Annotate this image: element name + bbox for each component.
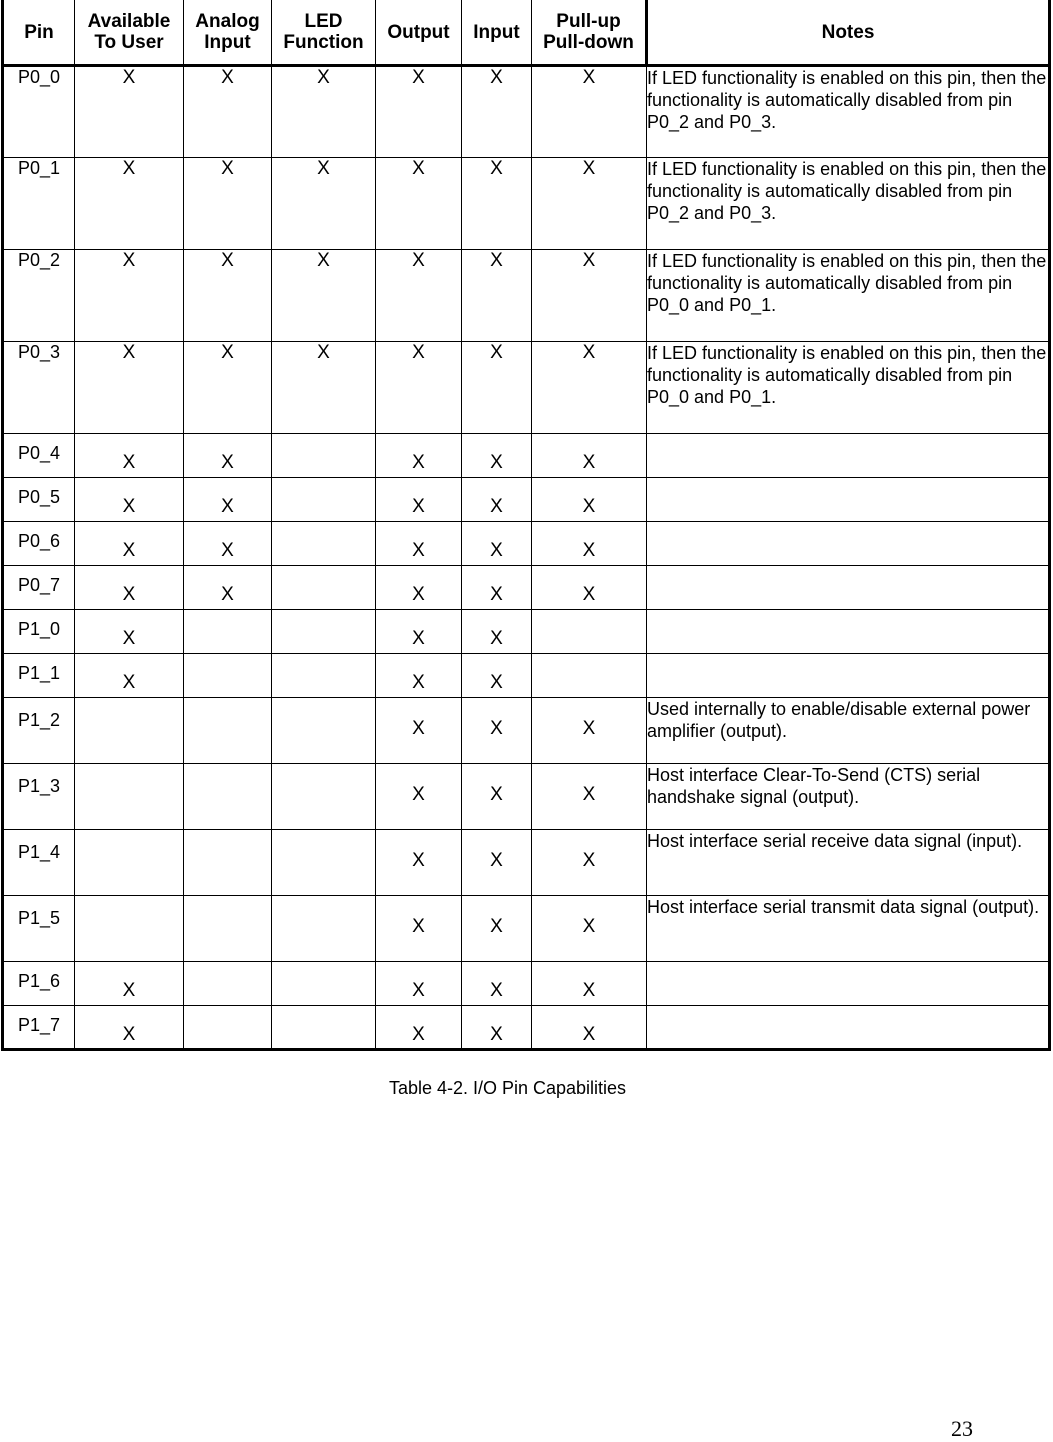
available-cell: X <box>75 522 184 566</box>
led-cell <box>272 654 376 698</box>
header-notes: Notes <box>647 0 1050 66</box>
pin-cell: P0_4 <box>3 434 75 478</box>
pin-cell: P1_5 <box>3 896 75 962</box>
output-cell: X <box>376 654 462 698</box>
analog-cell <box>184 610 272 654</box>
available-cell <box>75 764 184 830</box>
input-cell: X <box>462 1006 532 1050</box>
table-row <box>3 896 1050 962</box>
table-row <box>3 1006 1050 1050</box>
pin-cell: P0_2 <box>3 250 75 342</box>
pull-cell: X <box>532 434 647 478</box>
analog-cell: X <box>184 158 272 250</box>
table-row <box>3 250 1050 342</box>
notes-cell: Host interface Clear-To-Send (CTS) serial handshake signal (output). <box>647 764 1050 830</box>
led-cell: X <box>272 250 376 342</box>
input-cell: X <box>462 610 532 654</box>
analog-cell <box>184 698 272 764</box>
analog-cell: X <box>184 478 272 522</box>
available-cell: X <box>75 654 184 698</box>
input-cell: X <box>462 342 532 434</box>
table-row <box>3 522 1050 566</box>
led-cell <box>272 478 376 522</box>
output-cell: X <box>376 478 462 522</box>
output-cell: X <box>376 610 462 654</box>
pin-cell: P1_6 <box>3 962 75 1006</box>
table-row <box>3 342 1050 434</box>
table-row <box>3 566 1050 610</box>
output-cell: X <box>376 158 462 250</box>
led-cell <box>272 896 376 962</box>
output-cell: X <box>376 250 462 342</box>
table-row <box>3 610 1050 654</box>
available-cell: X <box>75 250 184 342</box>
output-cell: X <box>376 830 462 896</box>
analog-cell: X <box>184 434 272 478</box>
led-cell <box>272 434 376 478</box>
table-row <box>3 654 1050 698</box>
header-pull-up-pull-down: Pull-up Pull-down <box>532 0 647 66</box>
notes-cell: Used internally to enable/disable external power amplifier (output). <box>647 698 1050 764</box>
header-pin: Pin <box>3 0 75 66</box>
pull-cell: X <box>532 1006 647 1050</box>
input-cell: X <box>462 654 532 698</box>
input-cell: X <box>462 830 532 896</box>
header-analog-input: Analog Input <box>184 0 272 66</box>
available-cell <box>75 830 184 896</box>
input-cell: X <box>462 962 532 1006</box>
table-row <box>3 434 1050 478</box>
available-cell: X <box>75 610 184 654</box>
available-cell <box>75 698 184 764</box>
output-cell: X <box>376 698 462 764</box>
pull-cell <box>532 654 647 698</box>
pin-cell: P0_7 <box>3 566 75 610</box>
output-cell: X <box>376 434 462 478</box>
table-row <box>3 478 1050 522</box>
pull-cell: X <box>532 566 647 610</box>
table-row <box>3 698 1050 764</box>
table-row <box>3 830 1050 896</box>
available-cell: X <box>75 66 184 158</box>
pull-cell: X <box>532 478 647 522</box>
analog-cell: X <box>184 250 272 342</box>
pull-cell: X <box>532 830 647 896</box>
pin-cell: P0_5 <box>3 478 75 522</box>
notes-cell <box>647 566 1050 610</box>
pin-cell: P1_3 <box>3 764 75 830</box>
analog-cell <box>184 654 272 698</box>
led-cell <box>272 764 376 830</box>
table-row <box>3 66 1050 158</box>
available-cell: X <box>75 1006 184 1050</box>
available-cell: X <box>75 962 184 1006</box>
output-cell: X <box>376 522 462 566</box>
analog-cell <box>184 1006 272 1050</box>
header-input: Input <box>462 0 532 66</box>
led-cell: X <box>272 342 376 434</box>
led-cell <box>272 566 376 610</box>
input-cell: X <box>462 566 532 610</box>
notes-cell <box>647 1006 1050 1050</box>
input-cell: X <box>462 698 532 764</box>
notes-cell: If LED functionality is enabled on this pin, then the functionality is automatically disabled from pin P0_2 and P0_3. <box>647 66 1050 158</box>
output-cell: X <box>376 764 462 830</box>
led-cell <box>272 830 376 896</box>
notes-cell: Host interface serial transmit data signal (output). <box>647 896 1050 962</box>
notes-cell <box>647 434 1050 478</box>
output-cell: X <box>376 896 462 962</box>
header-output: Output <box>376 0 462 66</box>
input-cell: X <box>462 522 532 566</box>
led-cell <box>272 522 376 566</box>
notes-cell: If LED functionality is enabled on this pin, then the functionality is automatically disabled from pin P0_0 and P0_1. <box>647 342 1050 434</box>
pull-cell: X <box>532 66 647 158</box>
available-cell: X <box>75 342 184 434</box>
io-pin-capabilities-table <box>1 0 1051 1051</box>
notes-cell: If LED functionality is enabled on this pin, then the functionality is automatically disabled from pin P0_2 and P0_3. <box>647 158 1050 250</box>
output-cell: X <box>376 66 462 158</box>
pin-cell: P1_7 <box>3 1006 75 1050</box>
pull-cell: X <box>532 698 647 764</box>
notes-cell <box>647 654 1050 698</box>
analog-cell: X <box>184 342 272 434</box>
notes-cell: Host interface serial receive data signal (input). <box>647 830 1050 896</box>
output-cell: X <box>376 962 462 1006</box>
notes-cell <box>647 962 1050 1006</box>
led-cell <box>272 610 376 654</box>
input-cell: X <box>462 896 532 962</box>
notes-cell <box>647 522 1050 566</box>
pull-cell: X <box>532 764 647 830</box>
pin-cell: P0_0 <box>3 66 75 158</box>
header-led-function: LED Function <box>272 0 376 66</box>
input-cell: X <box>462 250 532 342</box>
pull-cell: X <box>532 342 647 434</box>
notes-cell <box>647 610 1050 654</box>
led-cell: X <box>272 158 376 250</box>
notes-cell <box>647 478 1050 522</box>
input-cell: X <box>462 478 532 522</box>
analog-cell: X <box>184 66 272 158</box>
led-cell: X <box>272 66 376 158</box>
analog-cell <box>184 764 272 830</box>
pin-cell: P1_0 <box>3 610 75 654</box>
pin-cell: P0_6 <box>3 522 75 566</box>
table-row <box>3 764 1050 830</box>
input-cell: X <box>462 158 532 250</box>
available-cell <box>75 896 184 962</box>
analog-cell <box>184 830 272 896</box>
table-row <box>3 962 1050 1006</box>
header-available-to-user: Available To User <box>75 0 184 66</box>
table-caption: Table 4-2. I/O Pin Capabilities <box>388 1078 627 1098</box>
pull-cell: X <box>532 250 647 342</box>
pin-cell: P1_1 <box>3 654 75 698</box>
available-cell: X <box>75 158 184 250</box>
input-cell: X <box>462 764 532 830</box>
output-cell: X <box>376 1006 462 1050</box>
available-cell: X <box>75 566 184 610</box>
input-cell: X <box>462 434 532 478</box>
table-row <box>3 158 1050 250</box>
led-cell <box>272 962 376 1006</box>
output-cell: X <box>376 342 462 434</box>
output-cell: X <box>376 566 462 610</box>
pull-cell: X <box>532 962 647 1006</box>
input-cell: X <box>462 66 532 158</box>
analog-cell: X <box>184 566 272 610</box>
page-number: 23 <box>951 1416 973 1441</box>
table-header-row <box>3 0 1050 66</box>
pull-cell: X <box>532 158 647 250</box>
available-cell: X <box>75 434 184 478</box>
pin-cell: P1_4 <box>3 830 75 896</box>
notes-cell: If LED functionality is enabled on this pin, then the functionality is automatically disabled from pin P0_0 and P0_1. <box>647 250 1050 342</box>
led-cell <box>272 1006 376 1050</box>
pull-cell: X <box>532 896 647 962</box>
pin-cell: P0_1 <box>3 158 75 250</box>
pull-cell <box>532 610 647 654</box>
analog-cell <box>184 962 272 1006</box>
pin-cell: P1_2 <box>3 698 75 764</box>
pull-cell: X <box>532 522 647 566</box>
available-cell: X <box>75 478 184 522</box>
pin-cell: P0_3 <box>3 342 75 434</box>
analog-cell <box>184 896 272 962</box>
analog-cell: X <box>184 522 272 566</box>
led-cell <box>272 698 376 764</box>
